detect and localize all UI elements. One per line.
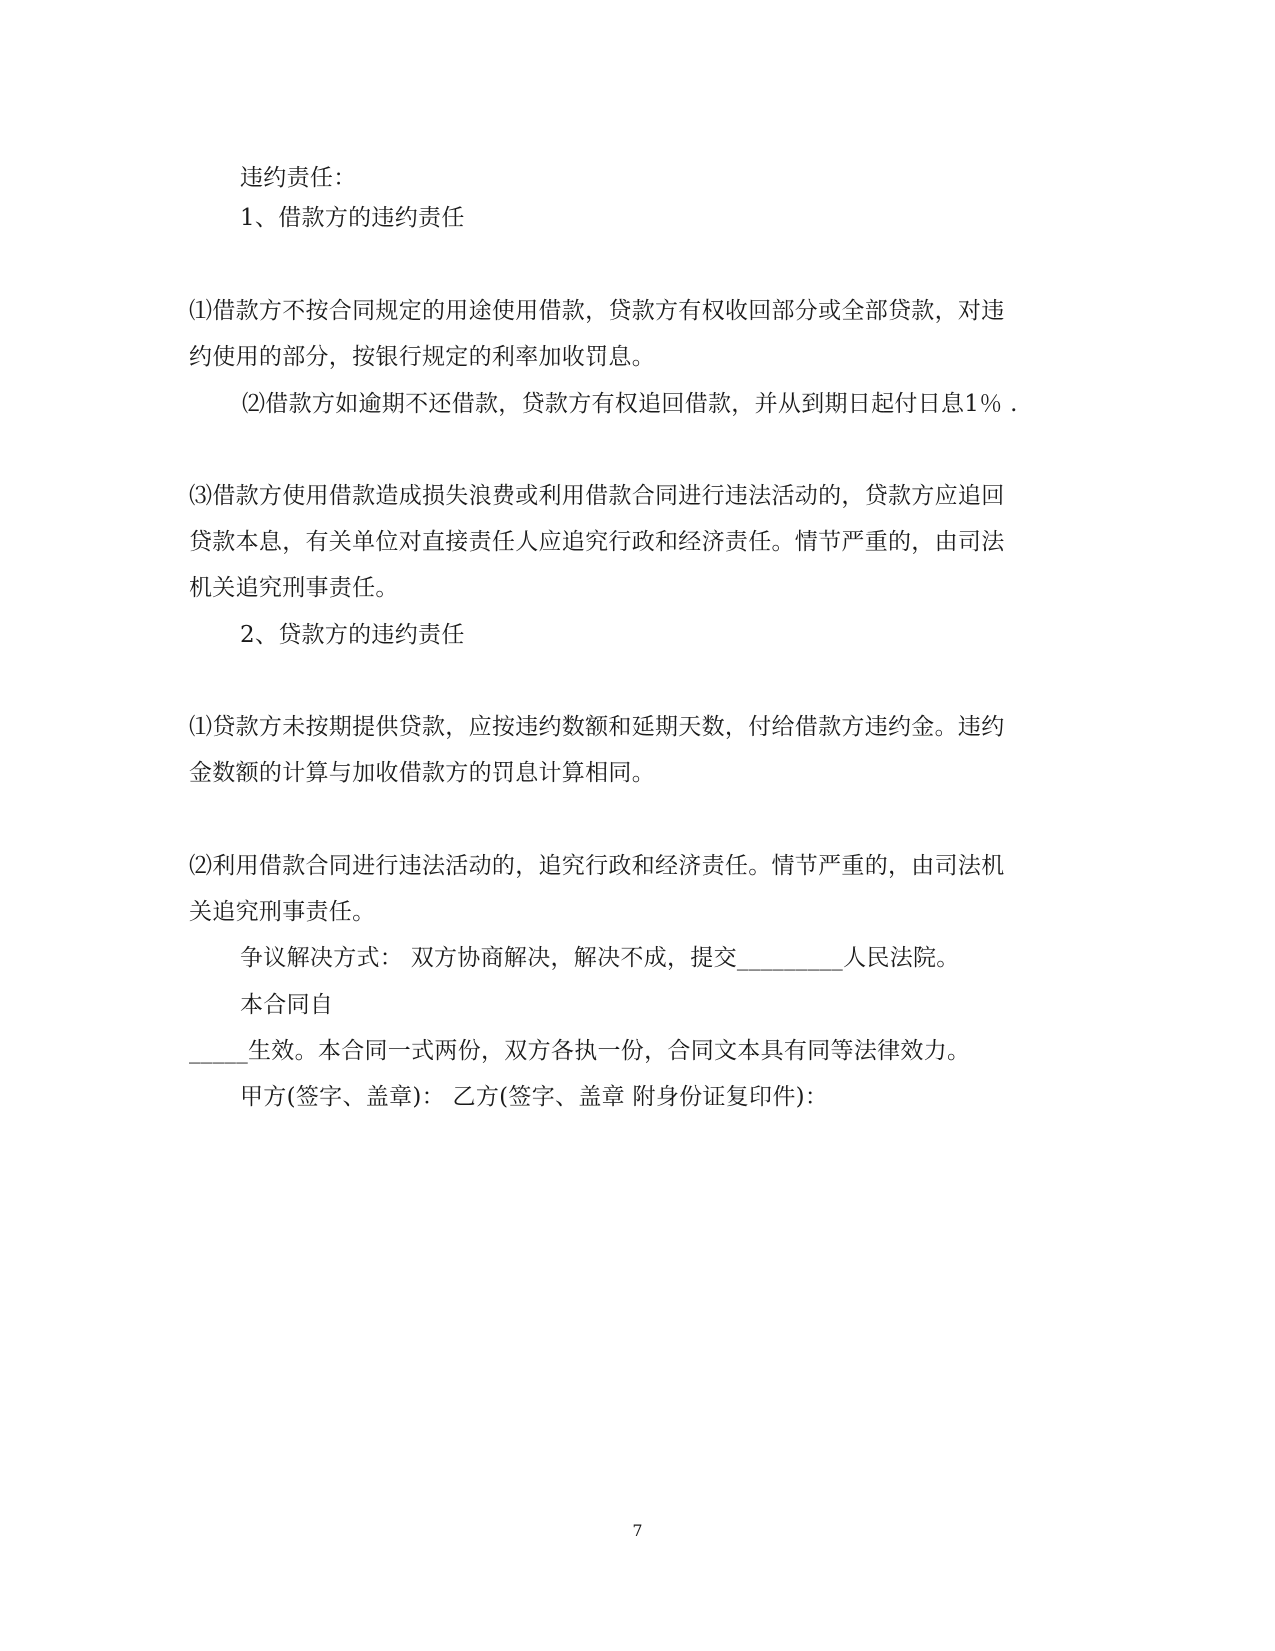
dispute-resolution-line: 争议解决方式： 双方协商解决，解决不成，提交_________人民法院。 — [240, 945, 960, 971]
effective-date-line: _____生效。本合同一式两份，双方各执一份，合同文本具有同等法律效力。 — [189, 1038, 971, 1064]
signature-line: 甲方(签字、盖章)： 乙方(签字、盖章 附身份证复印件)： — [240, 1084, 829, 1110]
clause-text-line: 贷款本息，有关单位对直接责任人应追究行政和经济责任。情节严重的，由司法 — [189, 529, 1005, 555]
section-heading-breach: 违约责任： — [240, 165, 357, 191]
clause-text-line: 机关追究刑事责任。 — [189, 575, 399, 601]
page-number: 7 — [632, 1521, 643, 1540]
clause-text-line: 金数额的计算与加收借款方的罚息计算相同。 — [189, 760, 655, 786]
clause-text-line: ⑵借款方如逾期不还借款，贷款方有权追回借款，并从到期日起付日息1％ . — [242, 391, 1018, 417]
subsection-heading-borrower: 1、借款方的违约责任 — [240, 205, 465, 231]
clause-text-line: 约使用的部分，按银行规定的利率加收罚息。 — [189, 344, 655, 370]
clause-text-line: ⑴贷款方未按期提供贷款，应按违约数额和延期天数，付给借款方违约金。违约 — [189, 714, 1005, 740]
subsection-heading-lender: 2、贷款方的违约责任 — [240, 622, 465, 648]
clause-text-line: 关追究刑事责任。 — [189, 899, 376, 925]
effective-date-label: 本合同自 — [240, 992, 334, 1018]
clause-text-line: ⑴借款方不按合同规定的用途使用借款，贷款方有权收回部分或全部贷款，对违 — [189, 298, 1005, 324]
clause-text-line: ⑶借款方使用借款造成损失浪费或利用借款合同进行违法活动的，贷款方应追回 — [189, 483, 1005, 509]
clause-text-line: ⑵利用借款合同进行违法活动的，追究行政和经济责任。情节严重的，由司法机 — [189, 853, 1005, 879]
